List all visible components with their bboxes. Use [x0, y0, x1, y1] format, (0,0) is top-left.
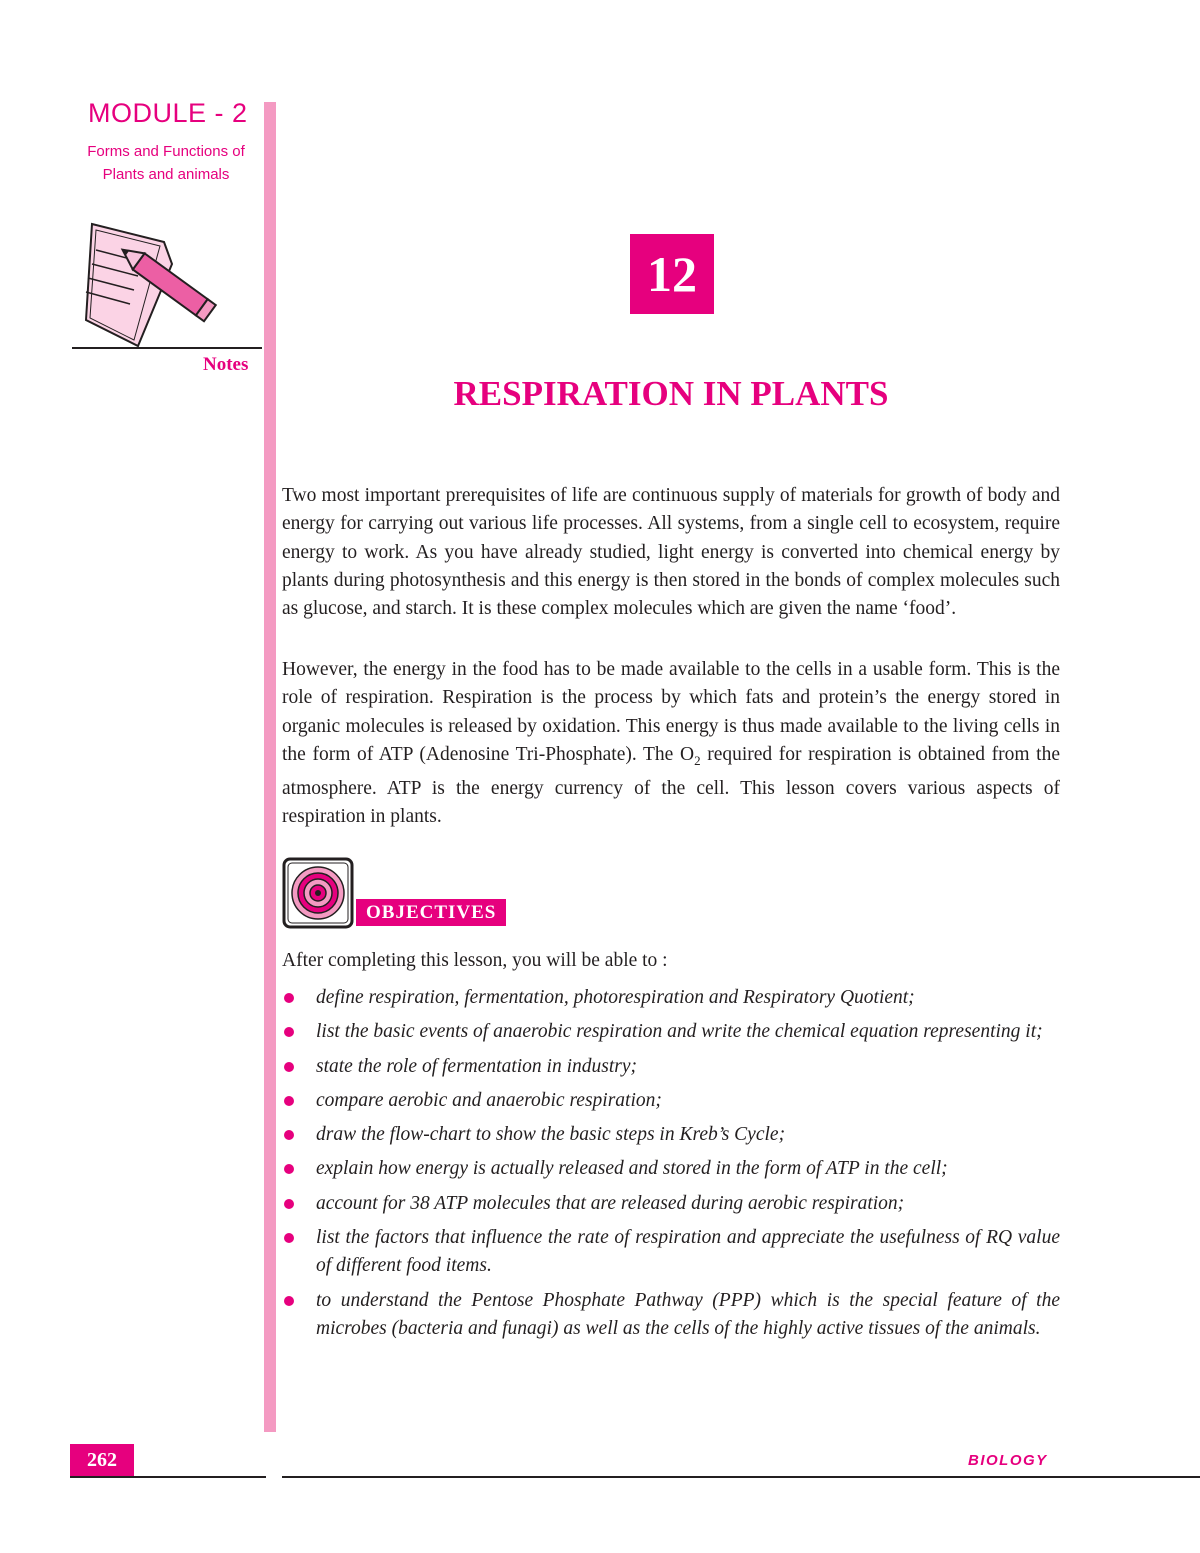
intro-p2-text-start: However, the energy in the food has to be made available to the cells in a usable form. This is the role of respiration. Respiration is the process by which fats and protein’s the energy stored in organic molecules is released by oxidation. This energy is thus made available to the living cells in the form of ATP (Adenosine Tri-Phosphate). The — [282, 659, 1060, 765]
notes-pencil-icon — [72, 222, 262, 357]
bullet-icon — [284, 1199, 294, 1209]
objectives-list — [282, 984, 1060, 1349]
footer-rule-right — [282, 1476, 1200, 1478]
chapter-number-box — [630, 234, 714, 314]
notes-label: Notes — [203, 354, 249, 375]
objective-item — [282, 1155, 1060, 1183]
objective-item — [282, 984, 1060, 1012]
objective-text: to understand the Pentose Phosphate Pathway (PPP) which is the special feature of the microbes (bacteria and funagi) as well as the cells of the highly active tissues of the animals. — [316, 1289, 1060, 1339]
oxygen-subscript: 2 — [694, 752, 701, 768]
module-title: MODULE - 2 — [88, 98, 248, 128]
objective-item — [282, 1018, 1060, 1046]
footer-book-title: BIOLOGY — [968, 1452, 1048, 1469]
margin-side-bar — [264, 102, 276, 1432]
bullet-icon — [284, 1233, 294, 1243]
objective-text: account for 38 ATP molecules that are released during aerobic respiration; — [316, 1192, 905, 1214]
objective-text: state the role of fermentation in industry; — [316, 1055, 637, 1077]
objective-text: draw the flow-chart to show the basic steps in Kreb’s Cycle; — [316, 1124, 786, 1146]
objective-text: list the basic events of anaerobic respiration and write the chemical equation representing it; — [316, 1021, 1043, 1043]
footer-rule-left — [70, 1476, 266, 1478]
objectives-intro: After completing this lesson, you will be able to : — [282, 950, 668, 971]
bullet-icon — [284, 1296, 294, 1306]
bullet-icon — [284, 1130, 294, 1140]
bullet-icon — [284, 1062, 294, 1072]
objective-item — [282, 1121, 1060, 1149]
objective-text: list the factors that influence the rate of respiration and appreciate the usefulness of RQ value of different food items. — [316, 1227, 1060, 1277]
intro-paragraph-2 — [282, 656, 1060, 832]
objective-text: explain how energy is actually released and stored in the form of ATP in the cell; — [316, 1158, 948, 1180]
objectives-label: OBJECTIVES — [356, 899, 506, 926]
oxygen-symbol: O — [679, 743, 695, 765]
bullet-icon — [284, 1164, 294, 1174]
module-subtitle: Forms and Functions of Plants and animals — [87, 143, 245, 183]
chapter-title: RESPIRATION IN PLANTS — [453, 374, 889, 413]
objective-item — [282, 1224, 1060, 1281]
bullet-icon — [284, 993, 294, 1003]
chapter-number: 12 — [647, 246, 697, 302]
objective-text: compare aerobic and anaerobic respiration; — [316, 1089, 662, 1111]
objective-text: define respiration, fermentation, photorespiration and Respiratory Quotient; — [316, 987, 915, 1008]
objective-item — [282, 1087, 1060, 1115]
objective-item — [282, 1287, 1060, 1344]
objective-item — [282, 1053, 1060, 1081]
objective-item — [282, 1190, 1060, 1218]
page-number: 262 — [70, 1444, 134, 1476]
intro-paragraph-1: Two most important prerequisites of life are continuous supply of materials for growth of body and energy for carrying out various life processes. All systems, from a single cell to ecosystem, require energy to work. As you have already studied, light energy is converted into chemical energy by plants during photosynthesis and this energy is then stored in the bonds of complex molecules such as glucose, and starch. It is these complex molecules which are given the name ‘food’. — [282, 485, 1060, 620]
objectives-target-icon — [282, 857, 356, 929]
bullet-icon — [284, 1096, 294, 1106]
intro-p2-text-end: required for respiration is obtained from the atmosphere. ATP is the energy currency of the cell. This lesson covers various aspects of respiration in plants. — [282, 743, 1060, 828]
bullet-icon — [284, 1027, 294, 1037]
